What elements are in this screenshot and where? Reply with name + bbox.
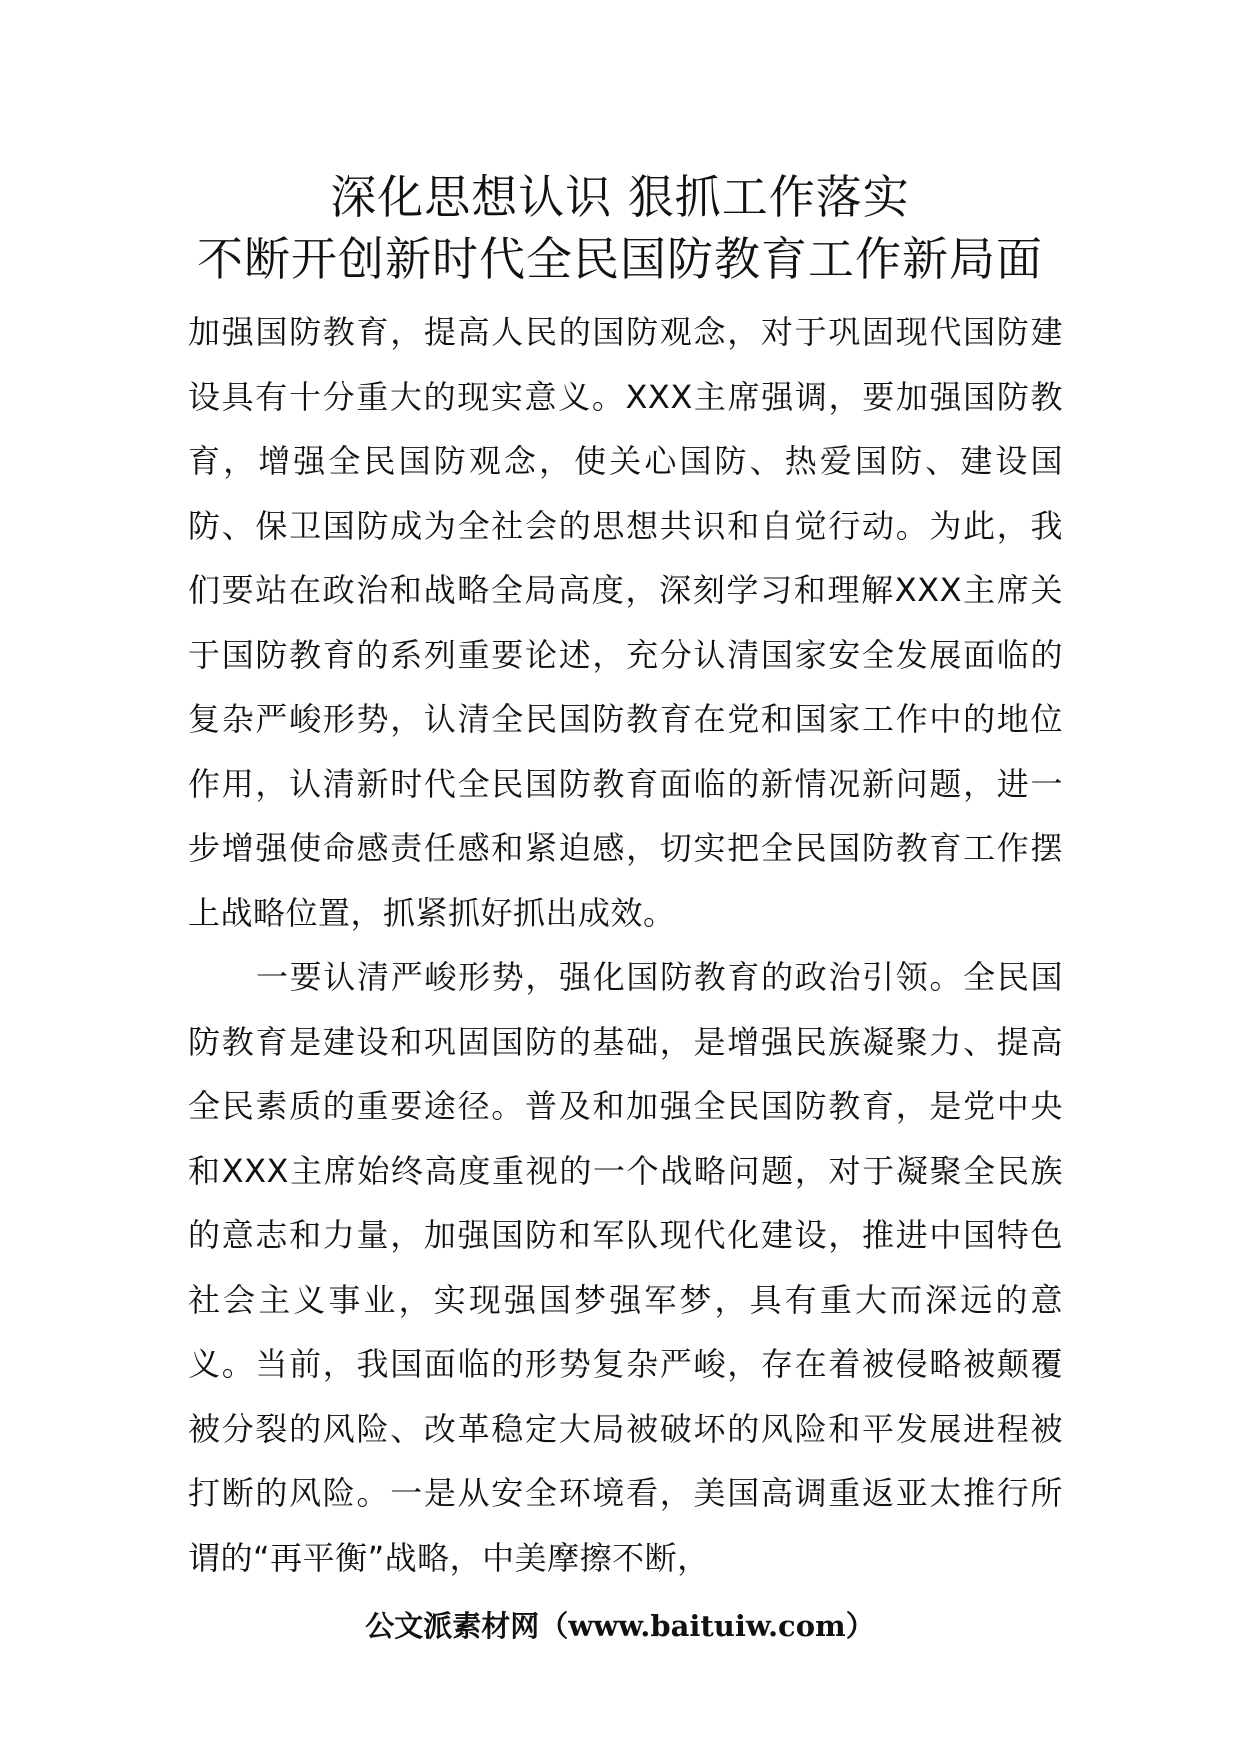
document-title [0, 166, 1240, 290]
title-line-2: 不断开创新时代全民国防教育工作新局面 [197, 232, 1043, 286]
paragraph-intro: 加强国防教育，提高人民的国防观念，对于巩固现代国防建设具有十分重大的现实意义。XXX主席强调，要加强国防教育，增强全民国防观念，使关心国防、热爱国防、建设国防、保卫国防成为全社会的思想共识和自觉行动。为此，我们要站在政治和战略全局高度，深刻学习和理解XXX主席关于国防教育的系列重要论述，充分认清国家安全发展面临的复杂严峻形势，认清全民国防教育在党和国家工作中的地位作用，认清新时代全民国防教育面临的新情况新问题，进一步增强使命感责任感和紧迫感，切实把全民国防教育工作摆上战略位置，抓紧抓好抓出成效。 [188, 313, 1063, 932]
footer-watermark: 公文派素材网（www.baituiw.com） [365, 1609, 875, 1643]
title-line-1: 深化思想认识 狠抓工作落实 [330, 170, 910, 224]
document-body [188, 300, 1063, 1590]
paragraph-first-point: 一要认清严峻形势，强化国防教育的政治引领。全民国防教育是建设和巩固国防的基础，是增强民族凝聚力、提高全民素质的重要途径。普及和加强全民国防教育，是党中央和XXX主席始终高度重视的一个战略问题，对于凝聚全民族的意志和力量，加强国防和军队现代化建设，推进中国特色社会主义事业，实现强国梦强军梦，具有重大而深远的意义。当前，我国面临的形势复杂严峻，存在着被侵略被颠覆被分裂的风险、改革稳定大局被破坏的风险和平发展进程被打断的风险。一是从安全环境看，美国高调重返亚太推行所谓的“再平衡”战略，中美摩擦不断， [188, 958, 1063, 1577]
